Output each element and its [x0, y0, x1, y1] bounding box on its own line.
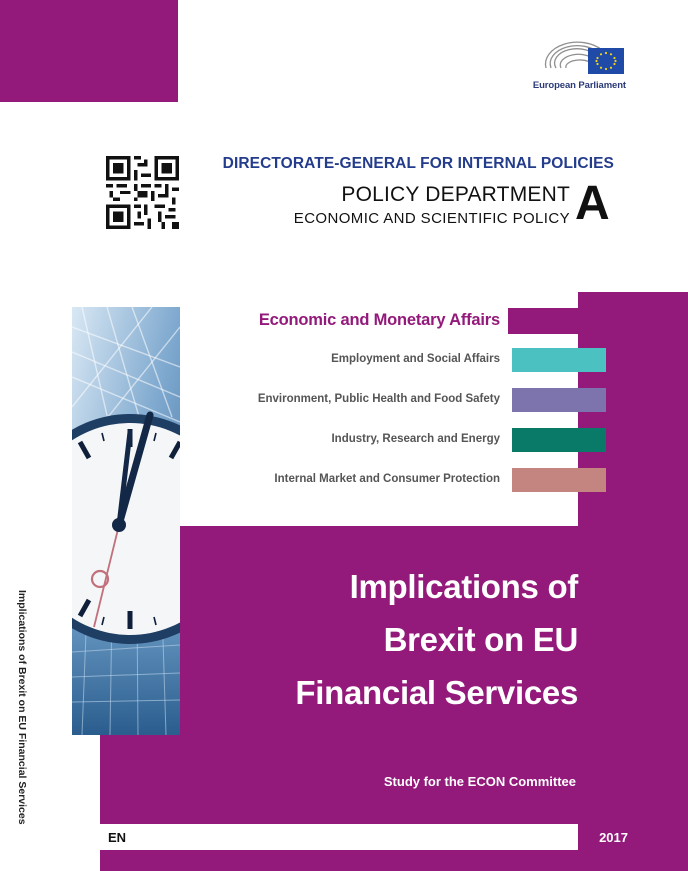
directorate-heading: DIRECTORATE-GENERAL FOR INTERNAL POLICIES: [222, 155, 614, 172]
document-title: [200, 560, 578, 719]
spine: [12, 590, 30, 830]
title-line: Implications of: [349, 568, 578, 605]
policy-area-label: Industry, Research and Energy: [331, 433, 500, 445]
policy-heading: ECONOMIC AND SCIENTIFIC POLICY: [293, 210, 570, 227]
corner-color-block: [0, 0, 178, 102]
spine-title: Implications of Brexit on EU Financial Services: [16, 590, 28, 825]
policy-area-swatch: [512, 468, 606, 492]
policy-area-label: Employment and Social Affairs: [331, 353, 500, 365]
publication-year: 2017: [599, 830, 628, 845]
clock-photo: [72, 307, 180, 735]
policy-area-label: Internal Market and Consumer Protection: [274, 473, 500, 485]
policy-area-label: Environment, Public Health and Food Safety: [257, 393, 500, 405]
bottom-color-bar: [100, 850, 688, 871]
right-color-band: [578, 292, 688, 532]
highlighted-policy-area: Economic and Monetary Affairs: [258, 311, 500, 329]
policy-area-swatch: [512, 348, 606, 372]
document-subtitle: Study for the ECON Committee: [383, 774, 576, 789]
publisher-name: European Parliament: [532, 80, 626, 91]
title-line: Brexit on EU: [383, 621, 578, 658]
language-code: EN: [108, 830, 127, 845]
policy-area-swatch: [512, 388, 606, 412]
department-letter: A: [575, 177, 610, 230]
department-heading: POLICY DEPARTMENT: [341, 183, 570, 206]
policy-area-swatch: [512, 428, 606, 452]
highlighted-policy-area-swatch: [508, 308, 578, 334]
title-line: Financial Services: [295, 674, 578, 711]
